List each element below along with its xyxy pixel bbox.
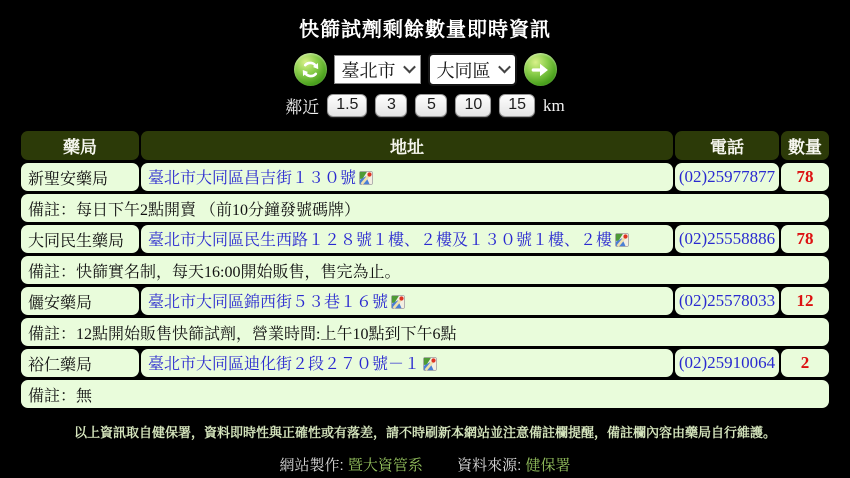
quantity-value: 78: [781, 225, 829, 253]
col-header-qty: 數量: [781, 131, 829, 160]
quantity-value: 12: [781, 287, 829, 315]
phone-link[interactable]: (02)25578033: [675, 287, 779, 315]
map-icon[interactable]: [423, 357, 437, 376]
disclaimer-text: 以上資訊取自健保署，資料即時性與正確性或有落差，請不時刷新本網站並注意備註欄提醒，備註欄內容由藥局自行維護。: [73, 425, 776, 440]
remark-text: 備註：無: [21, 380, 829, 408]
refresh-icon: [300, 59, 321, 80]
go-button[interactable]: [524, 53, 557, 86]
phone-link[interactable]: (02)25910064: [675, 349, 779, 377]
table-header-row: [21, 131, 829, 160]
distance-button-3[interactable]: 3: [375, 94, 407, 117]
distance-button-15[interactable]: 15: [499, 94, 535, 117]
arrow-right-icon: [530, 60, 550, 80]
remark-text: 備註：12點開始販售快篩試劑，營業時間:上午10點到下午6點: [21, 318, 829, 346]
nearby-label: 鄰近: [285, 98, 320, 117]
city-select[interactable]: [334, 55, 421, 84]
location-controls: [0, 53, 850, 86]
km-unit-label: km: [543, 95, 565, 115]
made-by-link[interactable]: 暨大資管系: [347, 457, 423, 474]
distance-controls: [0, 93, 850, 118]
address-link[interactable]: 臺北市大同區錦西街５３巷１６號: [148, 293, 389, 311]
address-cell: [141, 163, 673, 191]
source-link[interactable]: 健保署: [525, 457, 571, 474]
made-by-label: 網站製作:: [279, 457, 344, 474]
source-label: 資料來源:: [457, 457, 522, 474]
table-row: [21, 225, 829, 253]
map-icon[interactable]: [615, 233, 629, 252]
map-icon[interactable]: [391, 295, 405, 314]
chevron-down-icon: [498, 60, 511, 73]
address-link[interactable]: 臺北市大同區民生西路１２８號１樓、２樓及１３０號１樓、２樓: [148, 231, 613, 249]
quantity-value: 2: [781, 349, 829, 377]
col-header-phone: 電話: [675, 131, 779, 160]
remark-row: [21, 194, 829, 222]
address-link[interactable]: 臺北市大同區迪化街２段２７０號－１: [148, 355, 421, 373]
address-cell: [141, 287, 673, 315]
remark-row: [21, 380, 829, 408]
pharmacy-table: [19, 128, 831, 411]
distance-button-5[interactable]: 5: [415, 94, 447, 117]
quantity-value: 78: [781, 163, 829, 191]
phone-link[interactable]: (02)25977877: [675, 163, 779, 191]
remark-row: [21, 318, 829, 346]
remark-text: 備註：快篩實名制，每天16:00開始販售，售完為止。: [21, 256, 829, 284]
chevron-down-icon: [403, 60, 416, 73]
credits-line: [0, 454, 850, 475]
pharmacy-name: 儷安藥局: [21, 287, 139, 315]
distance-button-1-5[interactable]: 1.5: [327, 94, 367, 117]
table-row: [21, 349, 829, 377]
phone-link[interactable]: (02)25558886: [675, 225, 779, 253]
address-cell: [141, 349, 673, 377]
col-header-address: 地址: [141, 131, 673, 160]
address-cell: [141, 225, 673, 253]
address-link[interactable]: 臺北市大同區昌吉街１３０號: [148, 169, 357, 187]
city-select-value: 臺北市: [341, 60, 396, 81]
district-select-value: 大同區: [436, 60, 491, 81]
refresh-button[interactable]: [294, 53, 327, 86]
map-icon[interactable]: [359, 171, 373, 190]
remark-row: [21, 256, 829, 284]
table-row: [21, 287, 829, 315]
pharmacy-name: 裕仁藥局: [21, 349, 139, 377]
pharmacy-name: 新聖安藥局: [21, 163, 139, 191]
page-title: 快篩試劑剩餘數量即時資訊: [299, 19, 551, 41]
distance-button-10[interactable]: 10: [455, 94, 491, 117]
col-header-pharmacy: 藥局: [21, 131, 139, 160]
pharmacy-name: 大同民生藥局: [21, 225, 139, 253]
table-row: [21, 163, 829, 191]
remark-text: 備註：每日下午2點開賣 （前10分鐘發號碼牌）: [21, 194, 829, 222]
district-select[interactable]: [428, 53, 517, 86]
